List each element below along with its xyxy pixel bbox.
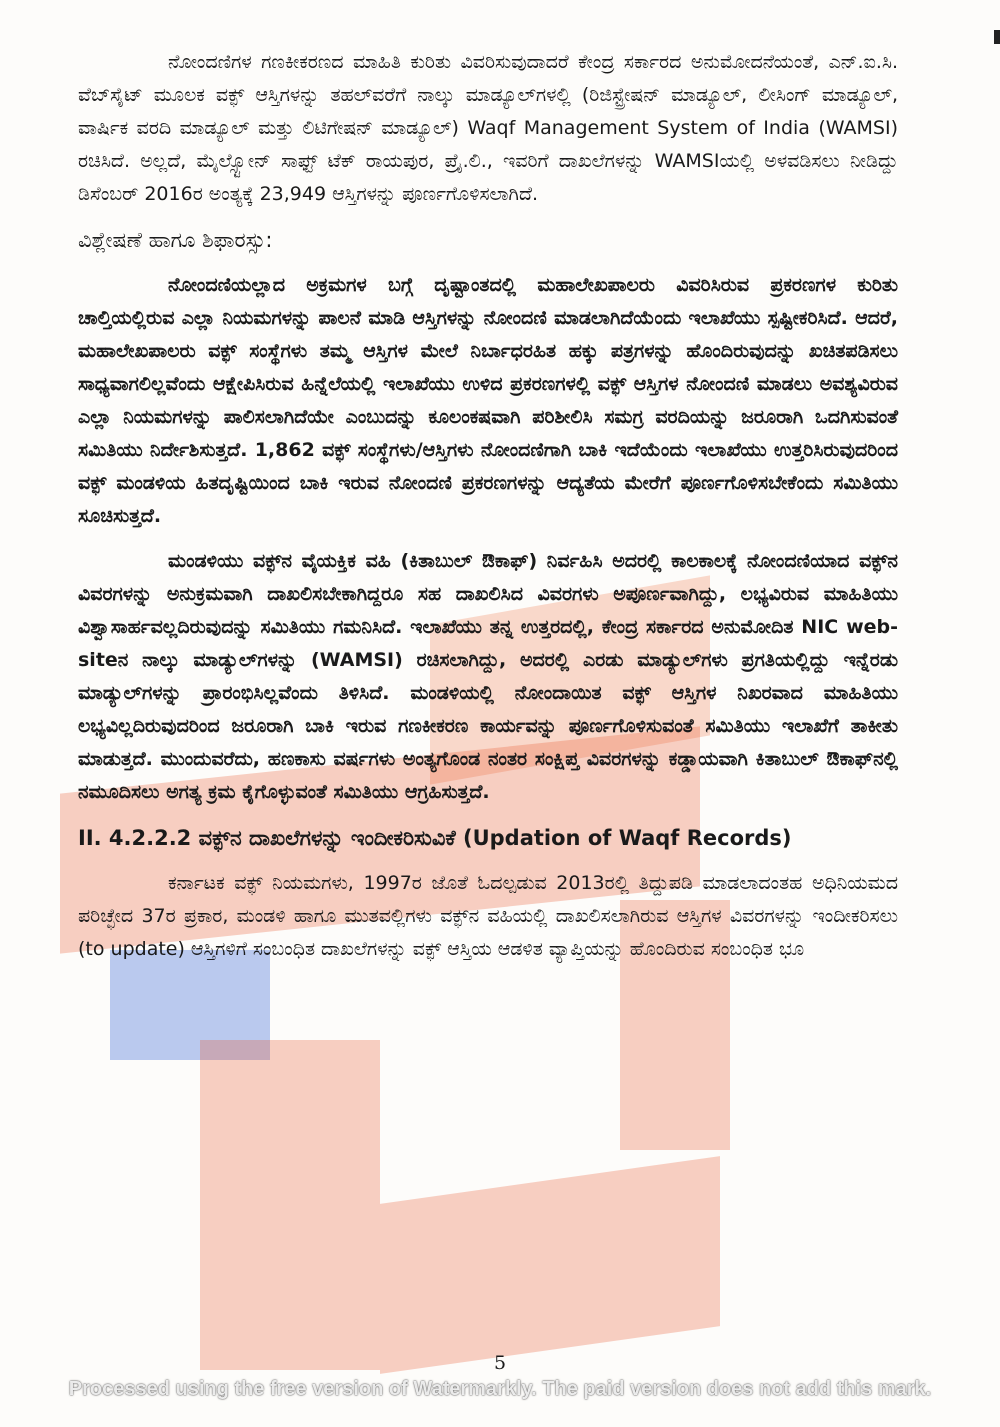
heading-analysis-recommendation: ವಿಶ್ಲೇಷಣೆ ಹಾಗೂ ಶಿಫಾರಸ್ಸು:	[78, 228, 273, 252]
page-number: 5	[493, 1352, 507, 1374]
paragraph-registration-irregularities: ನೋಂದಣಿಯಲ್ಲಾದ ಅಕ್ರಮಗಳ ಬಗ್ಗೆ ದೃಷ್ಟಾಂತದಲ್ಲಿ ಮಹಾಲೇಖಪಾಲರು ವಿವರಿಸಿರುವ ಪ್ರಕರಣಗಳ ಕುರಿತು ಚಾಲ್ತಿಯಲ್ಲಿರುವ ಎಲ್ಲಾ ನಿಯಮಗಳನ್ನು ಪಾಲನೆ ಮಾಡಿ ಆಸ್ತಿಗಳನ್ನು ನೋಂದಣಿ ಮಾಡಲಾಗಿದೆಯೆಂದು ಇಲಾಖೆಯು ಸ್ಪಷ್ಟೀಕರಿಸಿದೆ. ಆದರೆ, ಮಹಾಲೇಖಪಾಲರು ವಕ್ಫ್ ಸಂಸ್ಥೆಗಳು ತಮ್ಮ ಆಸ್ತಿಗಳ ಮೇಲೆ ನಿರ್ಬಾಧರಹಿತ ಹಕ್ಕು ಪತ್ರಗಳನ್ನು ಹೊಂದಿರುವುದನ್ನು ಖಚಿತಪಡಿಸಲು ಸಾಧ್ಯವಾಗಲಿಲ್ಲವೆಂದು ಆಕ್ಷೇಪಿಸಿರುವ ಹಿನ್ನೆಲೆಯಲ್ಲಿ ಇಲಾಖೆಯು ಉಳಿದ ಪ್ರಕರಣಗಳಲ್ಲಿ ವಕ್ಫ್ ಆಸ್ತಿಗಳ ನೋಂದಣಿ ಮಾಡಲು ಅವಶ್ಯವಿರುವ ಎಲ್ಲಾ ನಿಯಮಗಳನ್ನು ಪಾಲಿಸಲಾಗಿದೆಯೇ ಎಂಬುದನ್ನು ಕೂಲಂಕಷವಾಗಿ ಪರಿಶೀಲಿಸಿ ಸಮಗ್ರ ವರದಿಯನ್ನು ಜರೂರಾಗಿ ಒದಗಿಸುವಂತೆ ಸಮಿತಿಯು ನಿರ್ದೇಶಿಸುತ್ತದೆ. 1,862 ವಕ್ಫ್ ಸಂಸ್ಥೆಗಳು/ಆಸ್ತಿಗಳು ನೋಂದಣಿಗಾಗಿ ಬಾಕಿ ಇದೆಯೆಂದು ಇಲಾಖೆಯು ಉತ್ತರಿಸಿರುವುದರಿಂದ ವಕ್ಫ್ ಮಂಡಳಿಯ ಹಿತದೃಷ್ಟಿಯಿಂದ ಬಾಕಿ ಇರುವ ನೋಂದಣಿ ಪ್ರಕರಣಗಳನ್ನು ಆದ್ಯತೆಯ ಮೇರೆಗೆ ಪೂರ್ಣಗೊಳಿಸಬೇಕೆಂದು ಸಮಿತಿಯು ಸೂಚಿಸುತ್ತದೆ.	[78, 274, 898, 527]
paragraph-karnataka-waqf-rules: ಕರ್ನಾಟಕ ವಕ್ಫ್ ನಿಯಮಗಳು, 1997ರ ಜೊತೆ ಓದಲ್ಪಡುವ 2013ರಲ್ಲಿ ತಿದ್ದುಪಡಿ ಮಾಡಲಾದಂತಹ ಅಧಿನಿಯಮದ ಪರಿಚ್ಛೇದ 37ರ ಪ್ರಕಾರ, ಮಂಡಳಿ ಹಾಗೂ ಮುತವಲ್ಲಿಗಳು ವಕ್ಫ್‌ನ ವಹಿಯಲ್ಲಿ ದಾಖಲಿಸಲಾಗಿರುವ ಆಸ್ತಿಗಳ ವಿವರಗಳನ್ನು ಇಂದೀಕರಿಸಲು (to update) ಆಸ್ತಿಗಳಿಗೆ ಸಂಬಂಧಿತ ದಾಖಲೆಗಳನ್ನು ವಕ್ಫ್ ಆಸ್ತಿಯ ಆಡಳಿತ ವ್ಯಾಪ್ತಿಯನ್ನು ಹೊಂದಿರುವ ಸಂಬಂಧಿತ ಭೂ	[78, 872, 898, 960]
watermark-shape	[200, 1040, 380, 1370]
watermark-shape	[380, 1156, 720, 1374]
paragraph-computerization: ನೋಂದಣಿಗಳ ಗಣಕೀಕರಣದ ಮಾಹಿತಿ ಕುರಿತು ವಿವರಿಸುವುದಾದರೆ ಕೇಂದ್ರ ಸರ್ಕಾರದ ಅನುಮೋದನೆಯಂತೆ, ಎನ್.ಐ.ಸಿ. ವೆಬ್‌ಸೈಟ್ ಮೂಲಕ ವಕ್ಫ್ ಆಸ್ತಿಗಳನ್ನು ತಹಲ್‌ವರೆಗೆ ನಾಲ್ಕು ಮಾಡ್ಯೂಲ್‌ಗಳಲ್ಲಿ (ರಿಜಿಸ್ಟ್ರೇಷನ್ ಮಾಡ್ಯೂಲ್, ಲೀಸಿಂಗ್ ಮಾಡ್ಯೂಲ್, ವಾರ್ಷಿಕ ವರದಿ ಮಾಡ್ಯೂಲ್ ಮತ್ತು ಲಿಟಿಗೇಷನ್ ಮಾಡ್ಯೂಲ್) Waqf Management System of India (WAMSI) ರಚಿಸಿದೆ. ಅಲ್ಲದೆ, ಮೈಲ್ಸ್ಟೋನ್ ಸಾಫ್ಟ್ ಟೆಕ್ ರಾಯಪುರ, ಪ್ರೈ.ಲಿ., ಇವರಿಗೆ ದಾಖಲೆಗಳನ್ನು WAMSIಯಲ್ಲಿ ಅಳವಡಿಸಲು ನೀಡಿದ್ದು ಡಿಸೆಂಬರ್ 2016ರ ಅಂತ್ಯಕ್ಕೆ 23,949 ಆಸ್ತಿಗಳನ್ನು ಪೂರ್ಣಗೊಳಿಸಲಾಗಿದೆ.	[78, 51, 898, 205]
scan-corner-mark	[994, 30, 1000, 44]
document-body	[78, 46, 898, 978]
section-heading-updation: II. 4.2.2.2 ವಕ್ಫ್‌ನ ದಾಖಲೆಗಳನ್ನು ಇಂದೀಕರಿಸುವಿಕೆ (Updation of Waqf Records)	[78, 826, 792, 850]
paragraph-kitabul-awqaf: ಮಂಡಳಿಯು ವಕ್ಫ್‌ನ ವೈಯಕ್ತಿಕ ವಹಿ (ಕಿತಾಬುಲ್ ಔಕಾಫ್) ನಿರ್ವಹಿಸಿ ಅದರಲ್ಲಿ ಕಾಲಕಾಲಕ್ಕೆ ನೋಂದಣಿಯಾದ ವಕ್ಫ್‌ನ ವಿವರಗಳನ್ನು ಅನುಕ್ರಮವಾಗಿ ದಾಖಲಿಸಬೇಕಾಗಿದ್ದರೂ ಸಹ ದಾಖಲಿಸಿದ ವಿವರಗಳು ಅಪೂರ್ಣವಾಗಿದ್ದು, ಲಭ್ಯವಿರುವ ಮಾಹಿತಿಯು ವಿಶ್ವಾಸಾರ್ಹವಲ್ಲದಿರುವುದನ್ನು ಸಮಿತಿಯು ಗಮನಿಸಿದೆ. ಇಲಾಖೆಯು ತನ್ನ ಉತ್ತರದಲ್ಲಿ, ಕೇಂದ್ರ ಸರ್ಕಾರದ ಅನುಮೋದಿತ NIC web-siteನ ನಾಲ್ಕು ಮಾಡ್ಯುಲ್‌ಗಳನ್ನು (WAMSI) ರಚಿಸಲಾಗಿದ್ದು, ಅದರಲ್ಲಿ ಎರಡು ಮಾಡ್ಯುಲ್‌ಗಳು ಪ್ರಗತಿಯಲ್ಲಿದ್ದು ಇನ್ನೆರಡು ಮಾಡ್ಯುಲ್‌ಗಳನ್ನು ಪ್ರಾರಂಭಿಸಿಲ್ಲವೆಂದು ತಿಳಿಸಿದೆ. ಮಂಡಳಿಯಲ್ಲಿ ನೋಂದಾಯಿತ ವಕ್ಫ್ ಆಸ್ತಿಗಳ ನಿಖರವಾದ ಮಾಹಿತಿಯು ಲಭ್ಯವಿಲ್ಲದಿರುವುದರಿಂದ ಜರೂರಾಗಿ ಬಾಕಿ ಇರುವ ಗಣಕೀಕರಣ ಕಾರ್ಯವನ್ನು ಪೂರ್ಣಗೊಳಿಸುವಂತೆ ಸಮಿತಿಯು ಇಲಾಖೆಗೆ ತಾಕೀತು ಮಾಡುತ್ತದೆ. ಮುಂದುವರೆದು, ಹಣಕಾಸು ವರ್ಷಗಳು ಅಂತ್ಯಗೊಂಡ ನಂತರ ಸಂಕ್ಷಿಪ್ತ ವಿವರಗಳನ್ನು ಕಡ್ಡಾಯವಾಗಿ ಕಿತಾಬುಲ್ ಔಕಾಫ್‌ನಲ್ಲಿ ನಮೂದಿಸಲು ಅಗತ್ಯ ಕ್ರಮ ಕೈಗೊಳ್ಳುವಂತೆ ಸಮಿತಿಯು ಆಗ್ರಹಿಸುತ್ತದೆ.	[78, 550, 898, 803]
watermark-text: Processed using the free version of Watermarkly. The paid version does not add this mark.	[68, 1378, 932, 1400]
